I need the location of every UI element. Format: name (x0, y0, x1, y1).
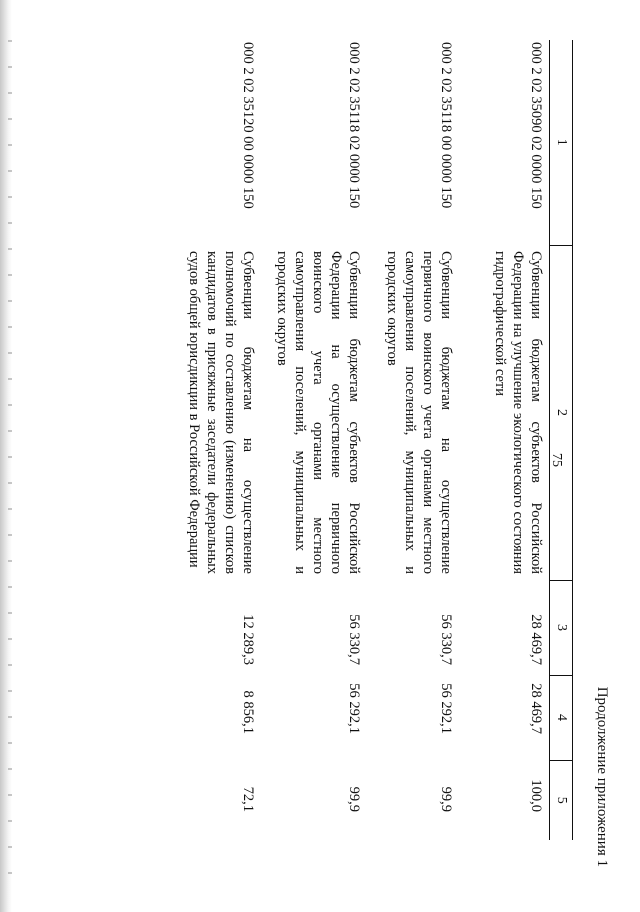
column-header: 4 (550, 675, 573, 760)
description: Субвенции бюджетам субъектов Российской Федерации на улучшение экологического состояния гидрографической сети (492, 251, 544, 574)
column-header: 5 (550, 760, 573, 840)
table-row (459, 40, 550, 840)
percent: 100,0 (528, 779, 544, 812)
actual-amount: 56 292,1 (438, 683, 454, 734)
column-header: 1 (550, 40, 573, 245)
header-row (550, 40, 573, 840)
planned-amount: 56 330,7 (346, 614, 362, 665)
budget-code: 000 2 02 35120 00 0000 150 (240, 42, 256, 209)
planned-amount: 56 330,7 (438, 614, 454, 665)
actual-amount: 56 292,1 (346, 683, 362, 734)
column-header: 3 (550, 580, 573, 675)
budget-table (151, 40, 573, 840)
budget-code: 000 2 02 35118 02 0000 150 (346, 42, 362, 209)
continuation-label: Продолжение приложения 1 (594, 686, 610, 867)
percent: 99,9 (438, 786, 454, 812)
description: Субвенции бюджетам на осуществление полномочий по составлению (изменению) списков кандидатов в присяжные заседатели федеральных судов общей юрисдикции в Российской Федерации (186, 251, 256, 574)
planned-amount: 12 289,3 (240, 614, 256, 665)
table-row (367, 40, 459, 840)
actual-amount: 8 856,1 (240, 690, 256, 734)
budget-code: 000 2 02 35118 00 0000 150 (438, 42, 454, 209)
description: Субвенции бюджетам субъектов Российской Федерации на осуществление первичного воинского учета органами местного самоуправления поселений, муниципальных и городских округов (274, 251, 362, 574)
percent: 99,9 (346, 786, 362, 812)
actual-amount: 28 469,7 (528, 683, 544, 734)
percent: 72,1 (240, 786, 256, 812)
column-header: 2 (550, 245, 573, 580)
description: Субвенции бюджетам на осуществление первичного воинского учета органами местного самоуправления поселений, муниципальных и городских округов (384, 251, 454, 574)
table-row (261, 40, 367, 840)
planned-amount: 28 469,7 (528, 614, 544, 665)
page-number: 75 (549, 453, 564, 467)
table-row (151, 40, 261, 840)
budget-code: 000 2 02 35090 02 0000 150 (528, 42, 544, 209)
